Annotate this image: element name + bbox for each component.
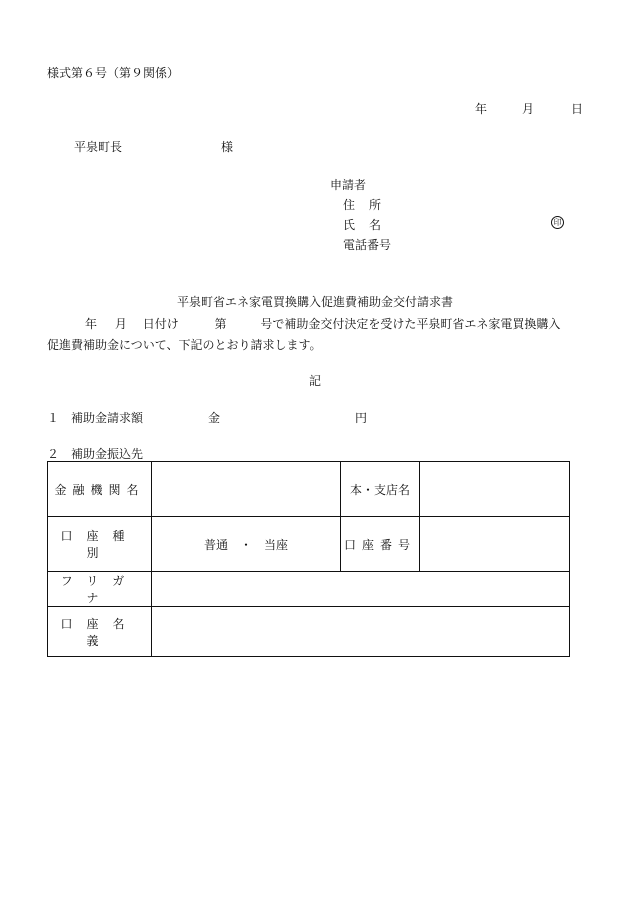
account-holder-label: 口座名義 xyxy=(48,607,152,657)
bank-name-field[interactable] xyxy=(152,462,341,517)
body-year: 年 xyxy=(85,317,98,331)
branch-name-label: 本・支店名 xyxy=(341,462,420,517)
body-month: 月 xyxy=(114,317,127,331)
date-day-label: 日 xyxy=(571,102,584,116)
table-row xyxy=(48,462,570,517)
applicant-label: 申請者 xyxy=(330,178,367,192)
item1-kin: 金 xyxy=(208,411,221,425)
addressee-honorific: 様 xyxy=(221,140,234,154)
address-label: 住所 xyxy=(343,198,396,212)
body-line-1-rest: 号で補助金交付決定を受けた平泉町省エネ家電買換購入 xyxy=(260,317,561,331)
furigana-field[interactable] xyxy=(152,572,570,607)
table-row xyxy=(48,607,570,657)
bank-table xyxy=(47,461,570,657)
table-row xyxy=(48,572,570,607)
seal-icon: 印 xyxy=(551,216,564,229)
account-type-label: 口座種別 xyxy=(48,517,152,572)
account-holder-field[interactable] xyxy=(152,607,570,657)
body-dai: 第 xyxy=(214,317,227,331)
phone-label: 電話番号 xyxy=(343,238,392,252)
addressee-name: 平泉町長 xyxy=(74,140,123,154)
item1-label: １ 補助金請求額 xyxy=(47,411,144,425)
body-line-1 xyxy=(47,315,560,332)
branch-name-field[interactable] xyxy=(420,462,570,517)
date-month-label: 月 xyxy=(522,102,535,116)
name-label: 氏名 xyxy=(343,218,396,232)
date-year-label: 年 xyxy=(475,102,488,116)
furigana-label: フリガナ xyxy=(48,572,152,607)
bank-name-label: 金融機関名 xyxy=(48,462,152,517)
account-type-field[interactable]: 普通 ・ 当座 xyxy=(152,517,341,572)
item2-label: ２ 補助金振込先 xyxy=(47,447,144,461)
account-number-field[interactable] xyxy=(420,517,570,572)
table-row xyxy=(48,517,570,572)
document-title: 平泉町省エネ家電買換購入促進費補助金交付請求書 xyxy=(176,295,453,309)
account-number-label: 口座番号 xyxy=(341,517,420,572)
ki-heading: 記 xyxy=(308,374,321,388)
form-number: 様式第６号（第９関係） xyxy=(47,66,180,80)
item1-yen: 円 xyxy=(355,411,368,425)
body-line-2: 促進費補助金について、下記のとおり請求します。 xyxy=(47,338,322,352)
body-dated: 日付け xyxy=(142,317,179,331)
